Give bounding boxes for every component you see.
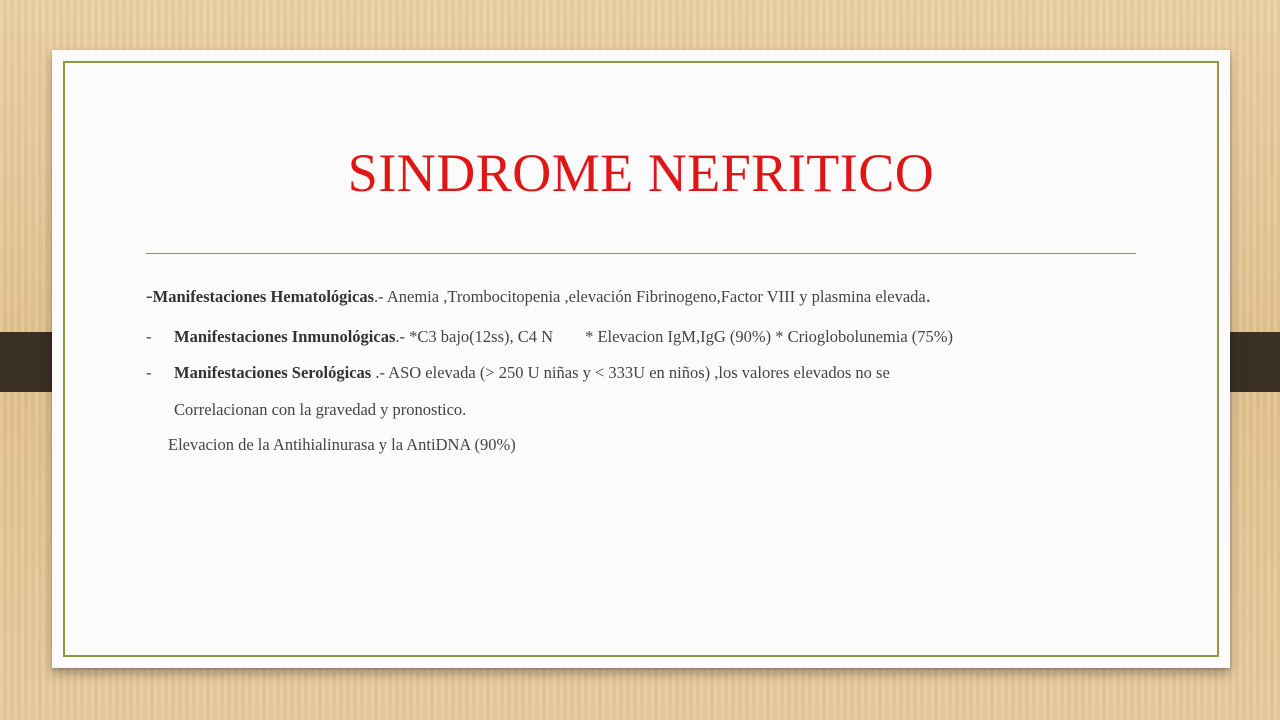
title-divider: [146, 253, 1136, 254]
inmunologicas-text-a: .- *C3 bajo(12ss), C4 N: [395, 327, 554, 346]
inmunologicas-item: [146, 326, 1146, 348]
slide-title: SINDROME NEFRITICO: [347, 143, 935, 203]
hematologicas-text: .- Anemia ,Trombocitopenia ,elevación Fibrinogeno,Factor VIII y plasmina elevada: [374, 287, 926, 306]
slide-paper: [52, 50, 1230, 668]
hematologicas-dash: -: [146, 285, 153, 307]
serologicas-label: Manifestaciones Serológicas: [174, 363, 372, 382]
hematologicas-end: .: [925, 285, 931, 307]
serologicas-bullet: -: [146, 363, 152, 382]
inmunologicas-label: Manifestaciones Inmunológicas: [174, 327, 396, 346]
inmunologicas-bullet: -: [146, 327, 152, 346]
hematologicas-paragraph: [146, 278, 1146, 315]
elevacion-line: Elevacion de la Antihialinurasa y la AntiDNA (90%): [168, 435, 516, 454]
slide-content: [146, 278, 1146, 456]
serologicas-text: .- ASO elevada (> 250 U niñas y < 333U en niños) ,los valores elevados no se: [371, 363, 890, 382]
inmunologicas-text-b: * Elevacion IgM,IgG (90%) * Crioglobolunemia (75%): [585, 327, 954, 346]
serologicas-item: [146, 362, 1146, 384]
hematologicas-label: Manifestaciones Hematológicas: [152, 287, 375, 306]
serologicas-continuation: Correlacionan con la gravedad y pronostico.: [174, 400, 467, 419]
